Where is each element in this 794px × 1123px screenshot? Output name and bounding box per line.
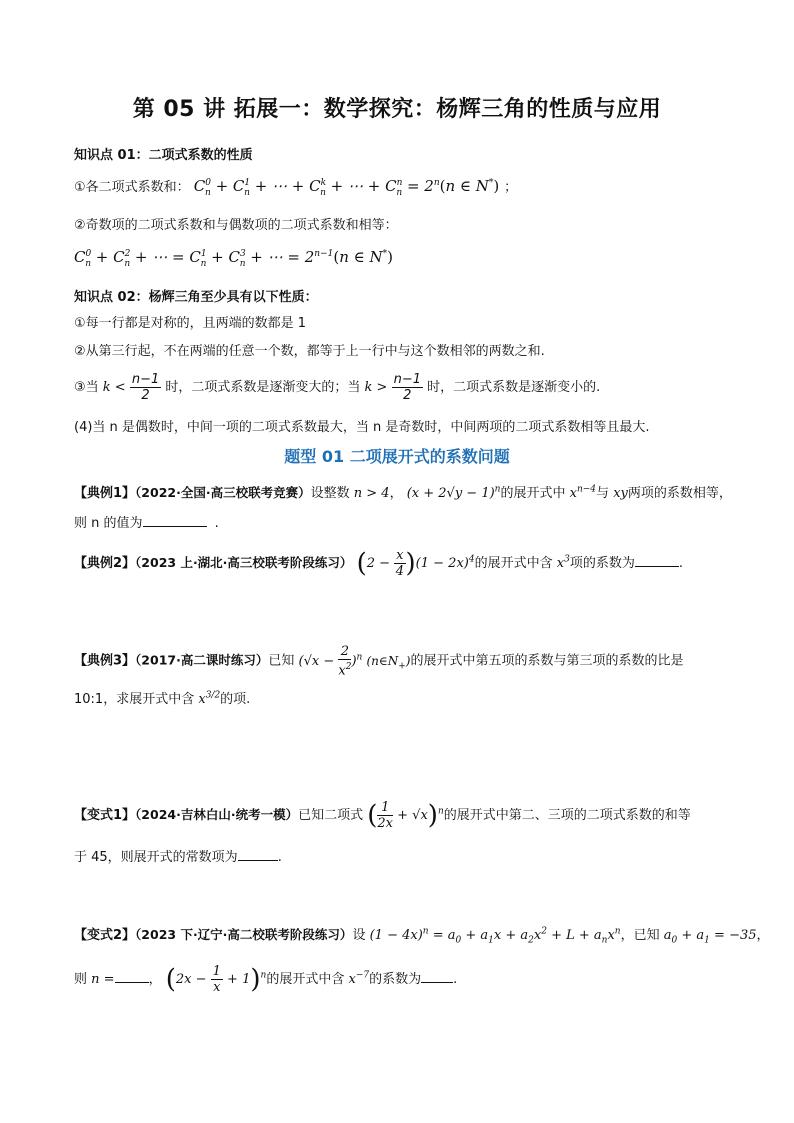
example-2-end: . [678, 556, 683, 571]
variant-2-line2-a: 则 [74, 972, 88, 987]
page-title: 第 05 讲 拓展一：数学探究：杨辉三角的性质与应用 [132, 97, 662, 122]
answer-blank [143, 514, 207, 527]
variant-2: 【变式2】（2023 下·辽宁·高二校联考阶段练习）设 $(1 - 4x)^n = a_0 + a_1x + a_2x^2 + L + a_nx^n$，已知 $a_0 + a_1 = -35$， [74, 926, 770, 946]
variant-2-tag: 【变式2】 [74, 928, 136, 943]
kp2-heading: 知识点 02：杨辉三角至少具有以下性质： [74, 290, 318, 305]
fraction: $\frac{n-1}{2}$ [393, 372, 421, 403]
answer-blank [115, 970, 149, 983]
kp1-item1-end: ； [504, 180, 518, 195]
kp2-p4: (4)当 n 是偶数时，中间一项的二项式系数最大，当 n 是奇数时，中间两项的二项式系数相等且最大. [74, 420, 650, 435]
fraction: $\frac{n-1}{2}$ [131, 372, 160, 403]
example-1-text-c: 与 [596, 486, 610, 501]
variant-2-end: . [453, 972, 458, 987]
example-3-source: （2017·高二课时练习） [135, 652, 269, 668]
kp1-item2-formula: $C^0_n + C^2_n$ + ⋯ = $C^1_n + C^3_n$ + ⋯ = $2^{n-1}(n$ ∈ N*) [74, 248, 393, 269]
variant-2-line2-c: 的展开式中含 [266, 972, 345, 987]
variant-1-text-a: 已知二项式 [298, 808, 364, 823]
example-1: 【典例1】（2022·全国·高三校联考竞赛）设整数 n > 4， $(x + 2√y - 1)^n$的展开式中 $x^{n-4}$与 xy两项的系数相等， [74, 484, 732, 501]
kp2-p3-a: ③当 [74, 380, 99, 395]
kp2-p3-b: 时，二项式系数是逐渐变大的；当 [165, 380, 361, 395]
answer-blank [635, 554, 679, 567]
variant-2-line2: 则 n = ， (2x − $\frac{1}{x}$ + 1)$^n$的展开式中含 $x^{-7}$的系数为 . [74, 964, 458, 995]
example-2-text-b: 项的系数为 [569, 556, 635, 571]
example-3-line2-b: 的项. [220, 692, 251, 707]
kp2-p1: ①每一行都是对称的，且两端的数都是 1 [74, 316, 307, 331]
example-1-text-b: 的展开式中 [500, 486, 566, 501]
kp1-item1-formula: $C^0_n + C^1_n$ + ⋯ + $C^k_n$ + ⋯ + $C^n_n = 2^n(n$ ∈ N*) [193, 177, 500, 198]
example-2: 【典例2】（2023 上·湖北·高三校联考阶段练习） (2 − $\frac{x}{4}$ )$(1 - 2x)^4$的展开式中含 $x^3$项的系数为 . [74, 548, 683, 579]
example-3: 【典例3】（2017·高二课时练习）已知 (√x − $\frac{2}{x^2}$ )$^n$ $(n\in N_+)$的展开式中第五项的系数与第三项的系数的比是 [74, 644, 684, 679]
variant-1-text-b: 的展开式中第二、三项的二项式系数的和等 [443, 808, 691, 823]
example-3-text-b: 的展开式中第五项的系数与第三项的系数的比是 [410, 653, 684, 669]
example-3-line2-a: 10:1，求展开式中含 [74, 692, 195, 707]
example-1-line2 [74, 512, 219, 531]
example-2-text-a: 的展开式中含 [474, 556, 553, 571]
variant-1-tag: 【变式1】 [74, 808, 136, 823]
kp2-p3-c: 时，二项式系数是逐渐变小的. [427, 380, 601, 395]
kp1-heading: 知识点 01：二项式系数的性质 [74, 148, 253, 163]
section-heading: 题型 01 二项展开式的系数问题 [284, 447, 510, 466]
variant-1-end: . [277, 850, 282, 865]
kp1-item2-text: ②奇数项的二项式系数和与偶数项的二项式系数和相等： [74, 218, 398, 233]
variant-1-line2 [74, 846, 282, 865]
kp2-p2: ②从第三行起，不在两端的任意一个数，都等于上一行中与这个数相邻的两数之和. [74, 344, 545, 359]
example-1-tag: 【典例1】 [74, 486, 136, 501]
example-3-text-a: 已知 [268, 653, 295, 669]
variant-1-line2-text: 于 45，则展开式的常数项为 [74, 850, 238, 865]
example-3-tag: 【典例3】 [74, 653, 136, 669]
example-3-line2: 10:1，求展开式中含 $x^{3/2}$的项. [74, 690, 251, 707]
kp1-item1-label: ①各二项式系数和： [74, 180, 190, 195]
kp2-p3: ③当 k < $\frac{n-1}{2}$ 时，二项式系数是逐渐变大的；当 k > $\frac{n-1}{2}$ 时，二项式系数是逐渐变小的. [74, 372, 601, 403]
variant-2-text-a: 设 [352, 928, 366, 943]
example-1-text-a: 设整数 [310, 486, 350, 501]
example-2-tag: 【典例2】 [74, 556, 136, 571]
answer-blank [238, 848, 278, 861]
example-1-text-d: 两项的系数相等， [627, 486, 732, 501]
variant-2-end1: ， [756, 928, 770, 943]
variant-2-line2-d: 的系数为 [369, 972, 422, 987]
variant-2-source: （2023 下·辽宁·高二校联考阶段练习） [135, 927, 353, 942]
example-1-source: （2022·全国·高三校联考竞赛） [135, 485, 311, 500]
variant-2-text-b: ，已知 [620, 928, 660, 943]
example-2-source: （2023 上·湖北·高三校联考阶段练习） [135, 555, 353, 570]
kp1-item1 [74, 176, 517, 198]
example-1-line2-text: 则 n 的值为 [74, 516, 143, 531]
answer-blank [421, 970, 453, 983]
variant-2-line2-b: ， [148, 972, 162, 987]
example-1-end: . [214, 516, 219, 531]
variant-1-source: （2024·吉林白山·统考一模） [135, 807, 299, 822]
variant-1: 【变式1】（2024·吉林白山·统考一模）已知二项式 ( $\frac{1}{2x}$ + √x)$^n$的展开式中第二、三项的二项式系数的和等 [74, 800, 691, 831]
